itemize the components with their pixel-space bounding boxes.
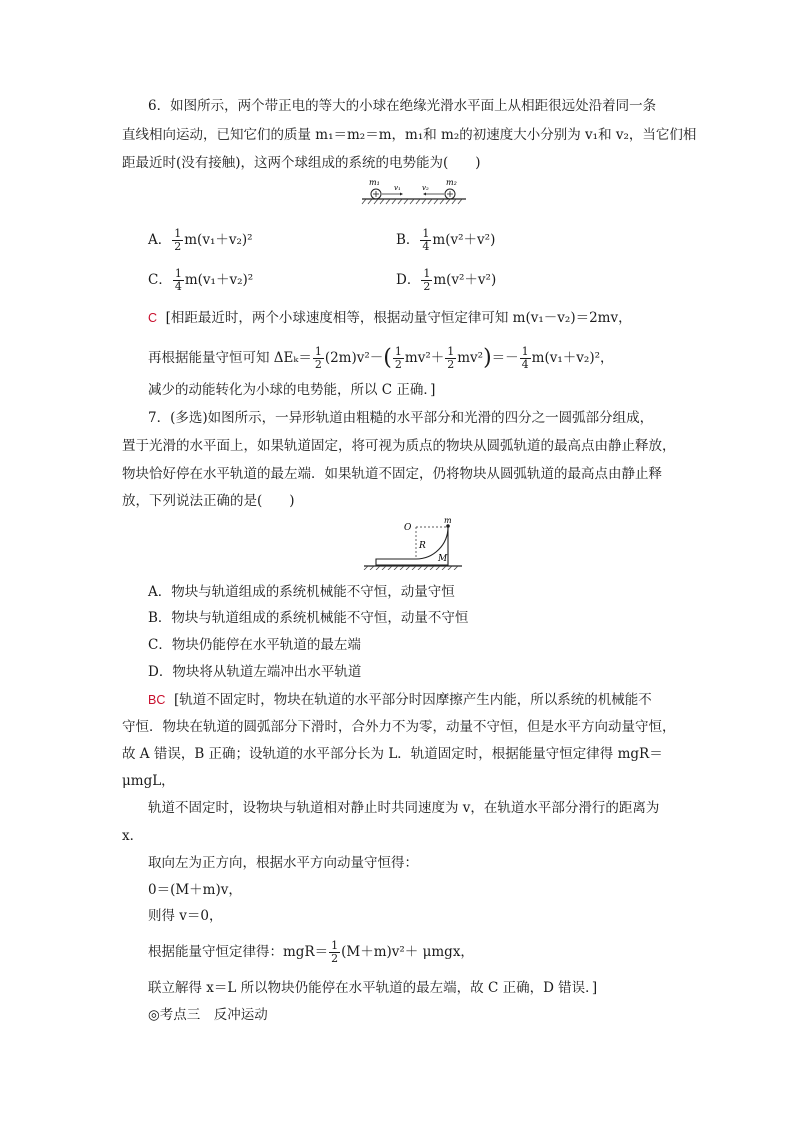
option-b-text: m(v²＋v²) xyxy=(432,232,496,248)
label-v2: v₂ xyxy=(422,184,429,192)
q7-option-b[interactable]: B．物块与轨道组成的系统机械能不守恒，动量不守恒 xyxy=(148,610,469,626)
q6-solution-line-2: 再根据能量守恒可知 ΔEₖ＝ $\frac{1}{2}$ (2m)v²－( $\frac{1}{2}$ mv²＋ $\frac{1}{2}$ mv²)＝－ $\frac{1}{4}$ m(v₁＋v₂)²， xyxy=(148,345,614,371)
q7-option-c[interactable]: C．物块仍能停在水平轨道的最左端 xyxy=(148,637,361,653)
q7-solution-line-3: 故 A 错误，B 正确；设轨道的水平部分长为 L．轨道固定时，根据能量守恒定律得 mgR＝ xyxy=(122,746,663,762)
fraction-half: $\frac{1}{2}$ xyxy=(423,267,431,293)
fraction-quarter: $\frac{1}{4}$ xyxy=(174,267,182,293)
q7-solution-line-9: 则得 v＝0， xyxy=(148,908,223,924)
q6-figure-two-balls xyxy=(360,177,470,207)
label-O: O xyxy=(404,523,412,533)
q7-stem-line-2: 置于光滑的水平面上，如果轨道固定，将可视为质点的物块从圆弧轨道的最高点由静止释放， xyxy=(122,438,676,454)
q6-option-a[interactable] xyxy=(148,228,253,253)
q6-stem-line-2: 直线相向运动，已知它们的质量 m₁＝m₂＝m，m₁和 m₂的初速度大小分别为 v₁和 v₂，当它们相 xyxy=(122,127,697,143)
q7-solution-line-10: 根据能量守恒定律得：mgR＝ $\frac{1}{2}$ (M＋m)v²＋ μmgx， xyxy=(148,939,474,965)
label-m: m xyxy=(444,516,452,525)
label-m2: m₂ xyxy=(446,178,457,187)
q7-solution-line-5: 轨道不固定时，设物块与轨道相对静止时共同速度为 v，在轨道水平部分滑行的距离为 xyxy=(148,800,660,816)
option-b-letter: B． xyxy=(396,232,420,248)
option-c-letter: C． xyxy=(148,272,172,288)
q6-option-c[interactable] xyxy=(148,268,253,293)
label-R: R xyxy=(419,541,426,551)
q7-answer-badge: BC xyxy=(148,693,166,707)
q6-solution-text-1: [相距最近时，两个小球速度相等，根据动量守恒定律可知 m(v₁－v₂)＝2mv， xyxy=(165,310,632,326)
q7-stem-line-4: 放，下列说法正确的是( ) xyxy=(122,493,295,509)
q7-solution-line-1 xyxy=(148,690,652,710)
option-d-letter: D． xyxy=(396,272,421,288)
q7-option-a[interactable]: A．物块与轨道组成的系统机械能不守恒，动量守恒 xyxy=(148,584,455,600)
q7-stem-line-3: 物块恰好停在水平轨道的最左端．如果轨道不固定，仍将物块从圆弧轨道的最高点由静止释 xyxy=(122,466,662,482)
q6-answer-badge: C xyxy=(148,311,158,325)
q7-solution-line-7: 取向左为正方向，根据水平方向动量守恒得： xyxy=(148,855,418,871)
q6-option-d[interactable] xyxy=(396,268,496,293)
q6-stem-line-1: 6．如图所示，两个带正电的等大的小球在绝缘光滑水平面上从相距很远处沿着同一条 xyxy=(148,98,657,114)
option-d-text: m(v²＋v²) xyxy=(433,272,497,288)
option-a-letter: A． xyxy=(148,232,172,248)
q7-solution-line-8: 0＝(M＋m)v， xyxy=(148,882,242,898)
section-heading: ◎考点三 反冲运动 xyxy=(148,1007,268,1023)
fraction-half: $\frac{1}{2}$ xyxy=(331,939,339,965)
label-m1: m₁ xyxy=(369,178,380,187)
q7-solution-line-2: 守恒．物块在轨道的圆弧部分下滑时，合外力不为零，动量不守恒，但是水平方向动量守恒， xyxy=(122,719,676,735)
q6-stem-line-3: 距最近时(没有接触)，这两个球组成的系统的电势能为( ) xyxy=(122,155,481,171)
q7-stem-line-1: 7．(多选)如图所示，一异形轨道由粗糙的水平部分和光滑的四分之一圆弧部分组成， xyxy=(148,410,654,426)
q6-solution-line-1 xyxy=(148,308,632,328)
label-v1: v₁ xyxy=(394,184,401,192)
q7-solution-line-11: 联立解得 x＝L 所以物块仍能停在水平轨道的最左端，故 C 正确，D 错误．] xyxy=(148,980,598,996)
label-M: M xyxy=(438,554,448,564)
option-a-text: m(v₁＋v₂)² xyxy=(184,232,253,248)
q7-solution-line-4: μmgL， xyxy=(122,773,175,789)
fraction-half: $\frac{1}{2}$ xyxy=(174,227,182,253)
q7-figure-track xyxy=(362,516,466,570)
fraction-quarter: $\frac{1}{4}$ xyxy=(422,227,430,253)
q6-option-b[interactable] xyxy=(396,228,495,253)
option-c-text: m(v₁＋v₂)² xyxy=(184,272,254,288)
q7-solution-text-1: [轨道不固定时，物块在轨道的水平部分时因摩擦产生内能，所以系统的机械能不 xyxy=(173,692,652,708)
q6-solution-line-3: 减少的动能转化为小球的电势能，所以 C 正确．] xyxy=(148,382,436,398)
q7-solution-line-6: x． xyxy=(122,828,144,844)
q7-option-d[interactable]: D．物块将从轨道左端冲出水平轨道 xyxy=(148,664,362,680)
